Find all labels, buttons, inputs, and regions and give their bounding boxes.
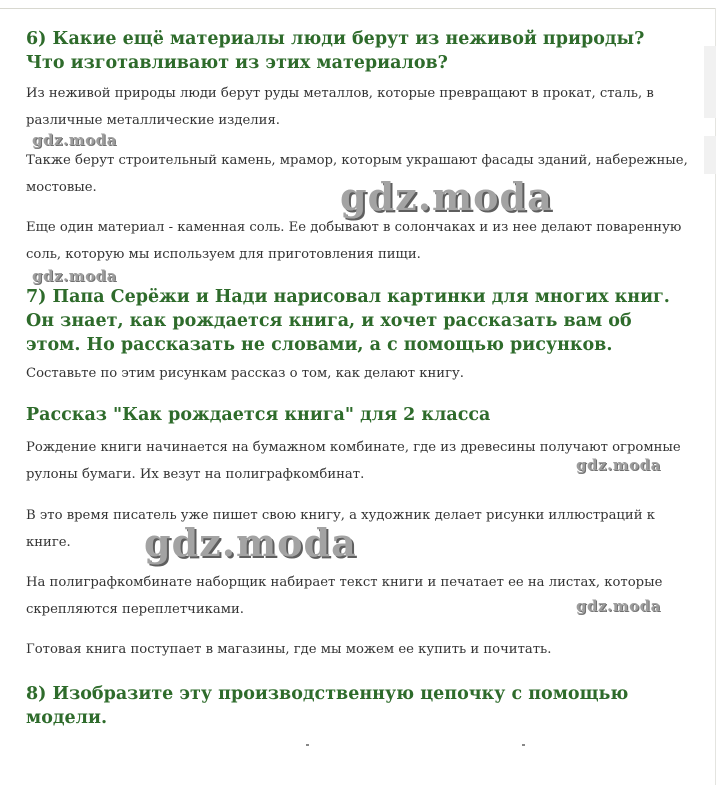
story-title: Рассказ "Как рождается книга" для 2 класса [26, 405, 491, 425]
question-6-paragraph-ores: Из неживой природы люди берут руды металлов, которые превращают в прокат, сталь, в различные металлические изделия. [26, 86, 654, 128]
question-8-title: 8) Изобразите эту производственную цепочку с помощью модели. [26, 684, 629, 728]
watermark-logo-large: gdz.moda [144, 520, 357, 565]
story-paragraph-paper: Рождение книги начинается на бумажном комбинате, где из древесины получают огромные рулоны бумаги. Их везут на полиграфкомбинат. [26, 440, 681, 482]
cropped-text-fragment [306, 744, 309, 746]
watermark-logo: gdz.moda [32, 267, 117, 285]
story-paragraph-writer: В это время писатель уже пишет свою книгу, а художник делает рисунки иллюстраций к книге. [26, 508, 655, 550]
question-7-title: 7) Папа Серёжи и Нади нарисовал картинки для многих книг. Он знает, как рождается книга, и хочет рассказать вам об этом. Но рассказать не словами, а с помощью рисунков. [26, 287, 670, 355]
watermark-logo: gdz.moda [576, 456, 661, 474]
side-panel-shade [704, 136, 716, 174]
cropped-text-fragment [522, 744, 525, 746]
watermark-logo-large: gdz.moda [340, 174, 553, 219]
watermark-logo: gdz.moda [32, 131, 117, 149]
story-paragraph-shop: Готовая книга поступает в магазины, где мы можем ее купить и почитать. [26, 642, 552, 657]
side-panel-shade [704, 46, 716, 118]
question-7-task: Составьте по этим рисункам рассказ о том, как делают книгу. [26, 366, 464, 381]
top-divider [0, 8, 716, 9]
watermark-logo: gdz.moda [576, 597, 661, 615]
question-6-title: 6) Какие ещё материалы люди берут из неживой природы? Что изготавливают из этих материалов? [26, 29, 645, 73]
question-6-paragraph-salt: Еще один материал - каменная соль. Ее добывают в солончаках и из нее делают поваренную соль, которую мы используем для приготовления пищи. [26, 220, 682, 262]
story-paragraph-printing: На полиграфкомбинате наборщик набирает текст книги и печатает ее на листах, которые скрепляются переплетчиками. [26, 575, 663, 617]
question-6-paragraph-stone: Также берут строительный камень, мрамор, которым украшают фасады зданий, набережные, мостовые. [26, 153, 688, 195]
